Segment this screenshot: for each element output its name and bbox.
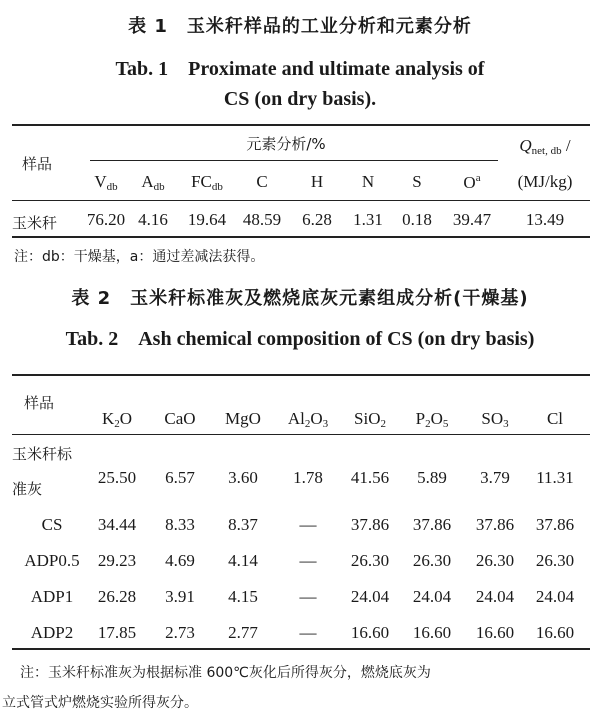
table2-top-rule [12, 374, 590, 376]
table1-col-header-4 [311, 172, 323, 192]
table2-cell: 2.77 [228, 623, 258, 642]
col-base: Al [287, 409, 305, 428]
col-sub: 2 [304, 418, 311, 430]
table2-col-header-7 [547, 409, 563, 429]
col-base: K [101, 409, 115, 428]
table2-cell: 37.86 [350, 515, 390, 534]
table2-cell: 26.28 [97, 587, 137, 606]
col-sub: 2 [425, 418, 431, 430]
table1-col-header-1 [141, 172, 164, 193]
table2-cell: 24.04 [350, 587, 390, 606]
table2-cell: 4.14 [228, 551, 258, 570]
table2-col-header-0 [102, 409, 132, 430]
table2-col-header-6 [481, 409, 508, 430]
table2-row-name: ADP2 [30, 623, 74, 642]
table2-cell: 26.30 [412, 551, 452, 570]
table1-cell-1: 4.16 [138, 210, 168, 229]
col-sub: 2 [114, 418, 120, 430]
col-sub: 2 [380, 418, 386, 430]
table1-col-header-0 [94, 172, 117, 193]
col-base: V [94, 172, 107, 191]
table1-cell-4: 6.28 [302, 210, 332, 229]
table1-col-header-6 [412, 172, 421, 192]
table1-col-header-2 [191, 172, 223, 193]
col-base: O [310, 409, 323, 428]
table2-cell: 25.50 [97, 468, 137, 487]
table2-cell: 4.15 [228, 587, 258, 606]
table2-title-en: Tab. 2 Ash chemical composition of CS (on dry basis) [65, 328, 535, 350]
table2-cell: 1.78 [293, 468, 323, 487]
col-base: SiO [354, 409, 381, 428]
table1-title-en-line2: CS (on dry basis). [223, 88, 377, 110]
col-sub: db [153, 181, 165, 193]
table2-cell: 8.37 [228, 515, 258, 534]
col-base: S [412, 172, 422, 191]
table2-cell: — [299, 587, 317, 606]
table1-group-header: 元素分析/% [246, 135, 326, 153]
table1-sample-header: 样品 [22, 155, 53, 173]
table1-cell-5: 1.31 [353, 210, 383, 229]
table2-cell: 3.60 [228, 468, 258, 487]
table2-cell: 17.85 [97, 623, 137, 642]
col-base: FC [191, 172, 212, 191]
table2-col-header-1 [164, 409, 195, 429]
col-base: A [141, 172, 154, 191]
table2-cell: 24.04 [475, 587, 515, 606]
table2-cell: 37.86 [535, 515, 575, 534]
table1-top-rule [12, 124, 590, 126]
table2-cell: 16.60 [412, 623, 452, 642]
table2-cell: 16.60 [350, 623, 390, 642]
table2-cell: 29.23 [97, 551, 137, 570]
table2-row-name-line2: 准灰 [12, 480, 43, 498]
table2-cell: 41.56 [350, 468, 390, 487]
table2-cell: 24.04 [535, 587, 575, 606]
table2-cell: 26.30 [475, 551, 515, 570]
table2-note-line1: 注：玉米秆标准灰为根据标准 600℃灰化后所得灰分，燃烧底灰为 [20, 665, 431, 681]
table2-cell: 11.31 [536, 468, 574, 487]
col-base: Cl [546, 409, 564, 428]
table2-cell: 3.79 [480, 468, 510, 487]
table2-sample-header: 样品 [24, 394, 55, 412]
table1-col-header-5 [362, 172, 374, 192]
col-base: H [310, 172, 324, 191]
table1-cell-8: 13.49 [525, 210, 565, 229]
table2-cell: 5.89 [417, 468, 447, 487]
table1-cell-6: 0.18 [402, 210, 432, 229]
table1-header-rule [12, 200, 590, 201]
table1-cell-7: 39.47 [452, 210, 492, 229]
table2-cell: 37.86 [412, 515, 452, 534]
col-sub: 3 [322, 418, 329, 430]
col-base: P [415, 409, 426, 428]
table2-cell: 24.04 [412, 587, 452, 606]
table1-cell-3: 48.59 [242, 210, 282, 229]
table1-group-rule [90, 160, 498, 161]
table1-bottom-rule [12, 236, 590, 238]
table2-note-line2: 立式管式炉燃烧实验所得灰分。 [2, 695, 198, 711]
table2-col-header-4 [354, 409, 386, 430]
table2-header-rule [12, 434, 590, 435]
col-base: MgO [225, 409, 261, 428]
table2-bottom-rule [12, 648, 590, 650]
table1-cell-0: 76.20 [86, 210, 126, 229]
col-base: SO [481, 409, 504, 428]
table1-q-unit: (MJ/kg) [517, 172, 573, 191]
table1-note: 注：db：干燥基，a：通过差减法获得。 [14, 249, 265, 265]
table2-title-cn: 表 2 玉米秆标准灰及燃烧底灰元素组成分析(干燥基) [71, 288, 529, 309]
col-base: O [463, 173, 476, 192]
col-sub: 3 [503, 418, 509, 430]
col-base: N [361, 172, 375, 191]
col-base: O [119, 409, 133, 428]
col-sup: a [475, 172, 481, 184]
table2-cell: 34.44 [97, 515, 137, 534]
table2-cell: — [299, 623, 317, 642]
table2-cell: — [299, 551, 317, 570]
col-base: C [256, 172, 268, 191]
table1-q-header: $Q_{net, db}$ / [519, 136, 571, 157]
col-sub: db [211, 181, 223, 193]
table2-row-name: ADP0.5 [24, 551, 80, 570]
table2-cell: 16.60 [535, 623, 575, 642]
table2-col-header-3 [288, 409, 328, 430]
table2-cell: 26.30 [535, 551, 575, 570]
table2-cell: 2.73 [165, 623, 195, 642]
table2-cell: 4.69 [165, 551, 195, 570]
table2-cell: 37.86 [475, 515, 515, 534]
col-sub: 5 [442, 418, 449, 430]
table2-col-header-5 [416, 409, 449, 430]
table2-row-name-line1: 玉米秆标 [12, 445, 73, 463]
table1-title-cn: 表 1 玉米秆样品的工业分析和元素分析 [128, 16, 472, 37]
table2-cell: 26.30 [350, 551, 390, 570]
table1-col-header-3 [256, 172, 267, 192]
table1-row-name: 玉米秆 [12, 214, 58, 232]
table2-cell: — [299, 515, 317, 534]
col-sub: db [106, 181, 118, 193]
col-base: CaO [164, 409, 196, 428]
table2-cell: 8.33 [165, 515, 195, 534]
table1-title-en-line1: Tab. 1 Proximate and ultimate analysis of [115, 58, 485, 80]
table1-col-header-7 [463, 172, 480, 193]
table2-row-name: ADP1 [30, 587, 74, 606]
table2-cell: 3.91 [165, 587, 195, 606]
table2-row-name: CS [41, 515, 63, 534]
table2-col-header-2 [225, 409, 261, 429]
table1-cell-2: 19.64 [187, 210, 227, 229]
table2-cell: 6.57 [165, 468, 195, 487]
col-base: O [430, 409, 443, 428]
table2-cell: 16.60 [475, 623, 515, 642]
